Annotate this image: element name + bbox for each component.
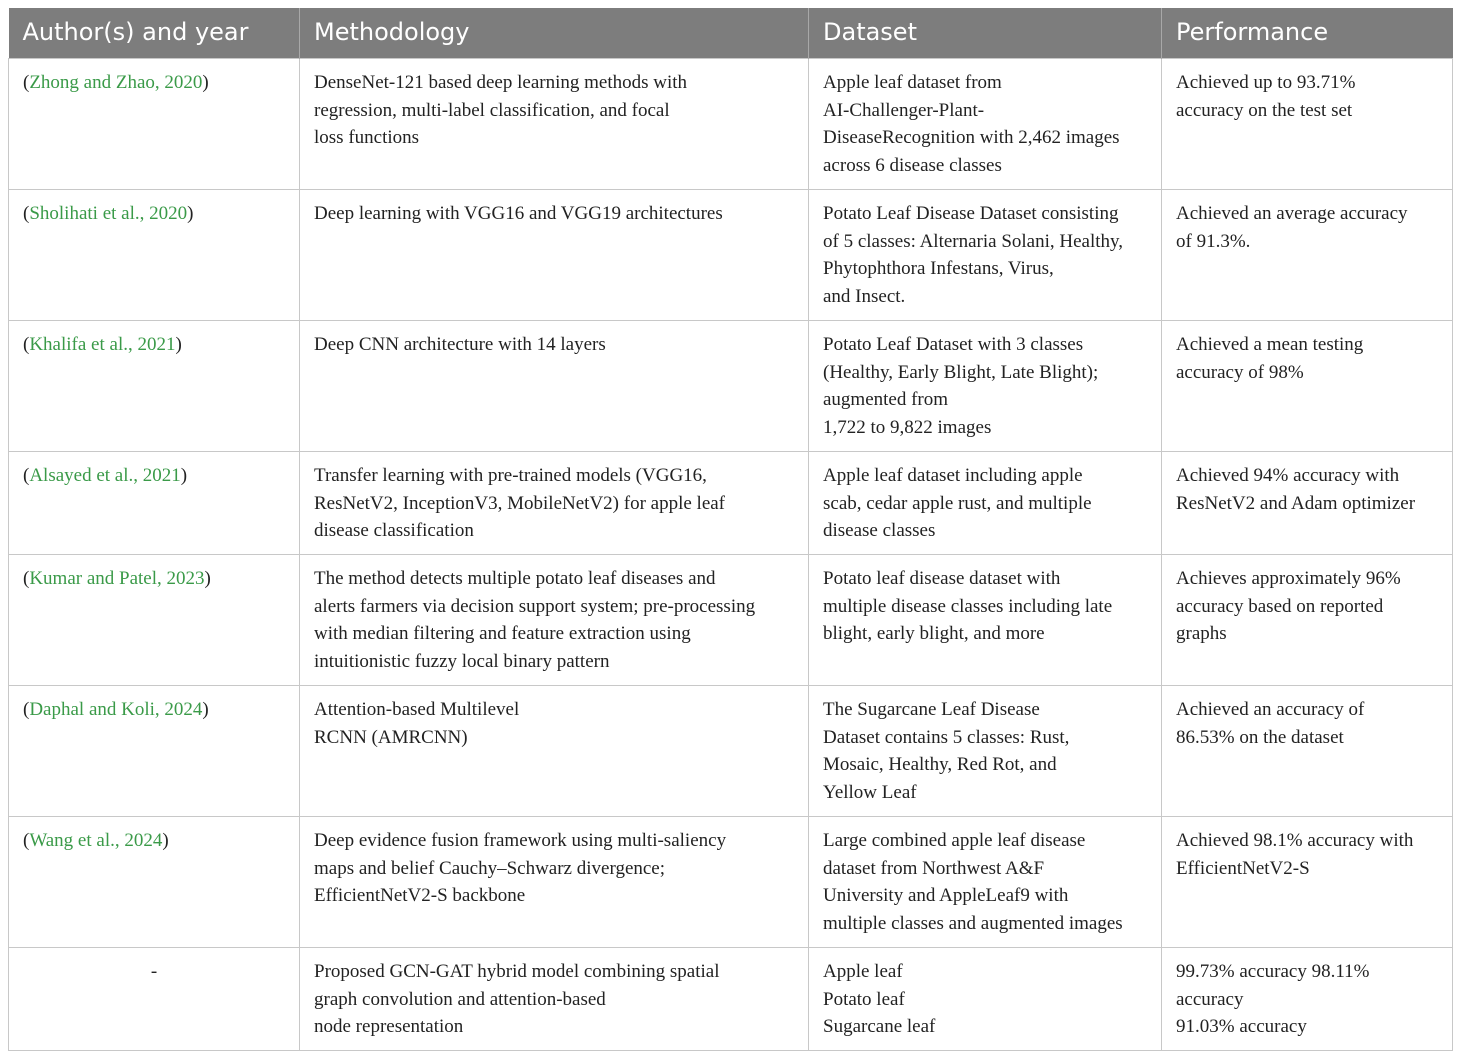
header-dataset: Dataset — [809, 8, 1162, 59]
author-cell: - — [9, 948, 300, 1051]
table-row — [9, 452, 1453, 555]
dataset-cell: Apple leaf Potato leaf Sugarcane leaf — [809, 948, 1162, 1051]
comparison-table — [8, 8, 1453, 1051]
citation-link[interactable]: Wang et al., 2024 — [29, 830, 163, 851]
dataset-cell: Apple leaf dataset from AI-Challenger-Plant- DiseaseRecognition with 2,462 images across 6 disease classes — [809, 59, 1162, 190]
performance-cell: Achieved 98.1% accuracy with EfficientNetV2-S — [1162, 817, 1453, 948]
table-row — [9, 190, 1453, 321]
header-methodology: Methodology — [300, 8, 809, 59]
methodology-cell: Proposed GCN-GAT hybrid model combining spatial graph convolution and attention-based node representation — [300, 948, 809, 1051]
methodology-cell: Deep CNN architecture with 14 layers — [300, 321, 809, 452]
citation-link[interactable]: Daphal and Koli, 2024 — [29, 699, 203, 720]
table-header-row — [9, 8, 1453, 59]
performance-cell: Achieves approximately 96% accuracy based on reported graphs — [1162, 555, 1453, 686]
author-cell: (Khalifa et al., 2021) — [9, 321, 300, 452]
methodology-cell: Attention-based Multilevel RCNN (AMRCNN) — [300, 686, 809, 817]
table-row — [9, 817, 1453, 948]
performance-cell: Achieved an accuracy of 86.53% on the dataset — [1162, 686, 1453, 817]
table-row — [9, 59, 1453, 190]
dataset-cell: Potato leaf disease dataset with multiple disease classes including late blight, early blight, and more — [809, 555, 1162, 686]
performance-cell: Achieved up to 93.71% accuracy on the test set — [1162, 59, 1453, 190]
methodology-cell: Deep evidence fusion framework using multi-saliency maps and belief Cauchy–Schwarz divergence; EfficientNetV2-S backbone — [300, 817, 809, 948]
performance-cell: Achieved a mean testing accuracy of 98% — [1162, 321, 1453, 452]
dataset-cell: Apple leaf dataset including apple scab, cedar apple rust, and multiple disease classes — [809, 452, 1162, 555]
header-author: Author(s) and year — [9, 8, 300, 59]
dataset-cell: Potato Leaf Dataset with 3 classes (Healthy, Early Blight, Late Blight); augmented from 1,722 to 9,822 images — [809, 321, 1162, 452]
dataset-cell: Large combined apple leaf disease dataset from Northwest A&F University and AppleLeaf9 with multiple classes and augmented images — [809, 817, 1162, 948]
header-performance: Performance — [1162, 8, 1453, 59]
methodology-cell: Transfer learning with pre-trained models (VGG16, ResNetV2, InceptionV3, MobileNetV2) for apple leaf disease classification — [300, 452, 809, 555]
table-row — [9, 321, 1453, 452]
citation-link[interactable]: Khalifa et al., 2021 — [29, 334, 176, 355]
performance-cell: Achieved 94% accuracy with ResNetV2 and Adam optimizer — [1162, 452, 1453, 555]
author-cell: (Wang et al., 2024) — [9, 817, 300, 948]
citation-link[interactable]: Alsayed et al., 2021 — [29, 465, 181, 486]
methodology-cell: Deep learning with VGG16 and VGG19 architectures — [300, 190, 809, 321]
performance-cell: Achieved an average accuracy of 91.3%. — [1162, 190, 1453, 321]
table-row — [9, 686, 1453, 817]
methodology-cell: DenseNet-121 based deep learning methods with regression, multi-label classification, and focal loss functions — [300, 59, 809, 190]
citation-link[interactable]: Sholihati et al., 2020 — [29, 203, 188, 224]
author-cell: (Daphal and Koli, 2024) — [9, 686, 300, 817]
author-cell: (Zhong and Zhao, 2020) — [9, 59, 300, 190]
citation-link[interactable]: Zhong and Zhao, 2020 — [29, 72, 203, 93]
author-cell: (Sholihati et al., 2020) — [9, 190, 300, 321]
citation-link[interactable]: Kumar and Patel, 2023 — [29, 568, 205, 589]
table-row — [9, 555, 1453, 686]
performance-cell: 99.73% accuracy 98.11% accuracy 91.03% accuracy — [1162, 948, 1453, 1051]
dataset-cell: The Sugarcane Leaf Disease Dataset contains 5 classes: Rust, Mosaic, Healthy, Red Rot, and Yellow Leaf — [809, 686, 1162, 817]
author-cell: (Kumar and Patel, 2023) — [9, 555, 300, 686]
methodology-cell: The method detects multiple potato leaf diseases and alerts farmers via decision support system; pre-processing with median filtering and feature extraction using intuitionistic fuzzy local binary pattern — [300, 555, 809, 686]
author-cell: (Alsayed et al., 2021) — [9, 452, 300, 555]
dataset-cell: Potato Leaf Disease Dataset consisting of 5 classes: Alternaria Solani, Healthy, Phytophthora Infestans, Virus, and Insect. — [809, 190, 1162, 321]
table-row — [9, 948, 1453, 1051]
